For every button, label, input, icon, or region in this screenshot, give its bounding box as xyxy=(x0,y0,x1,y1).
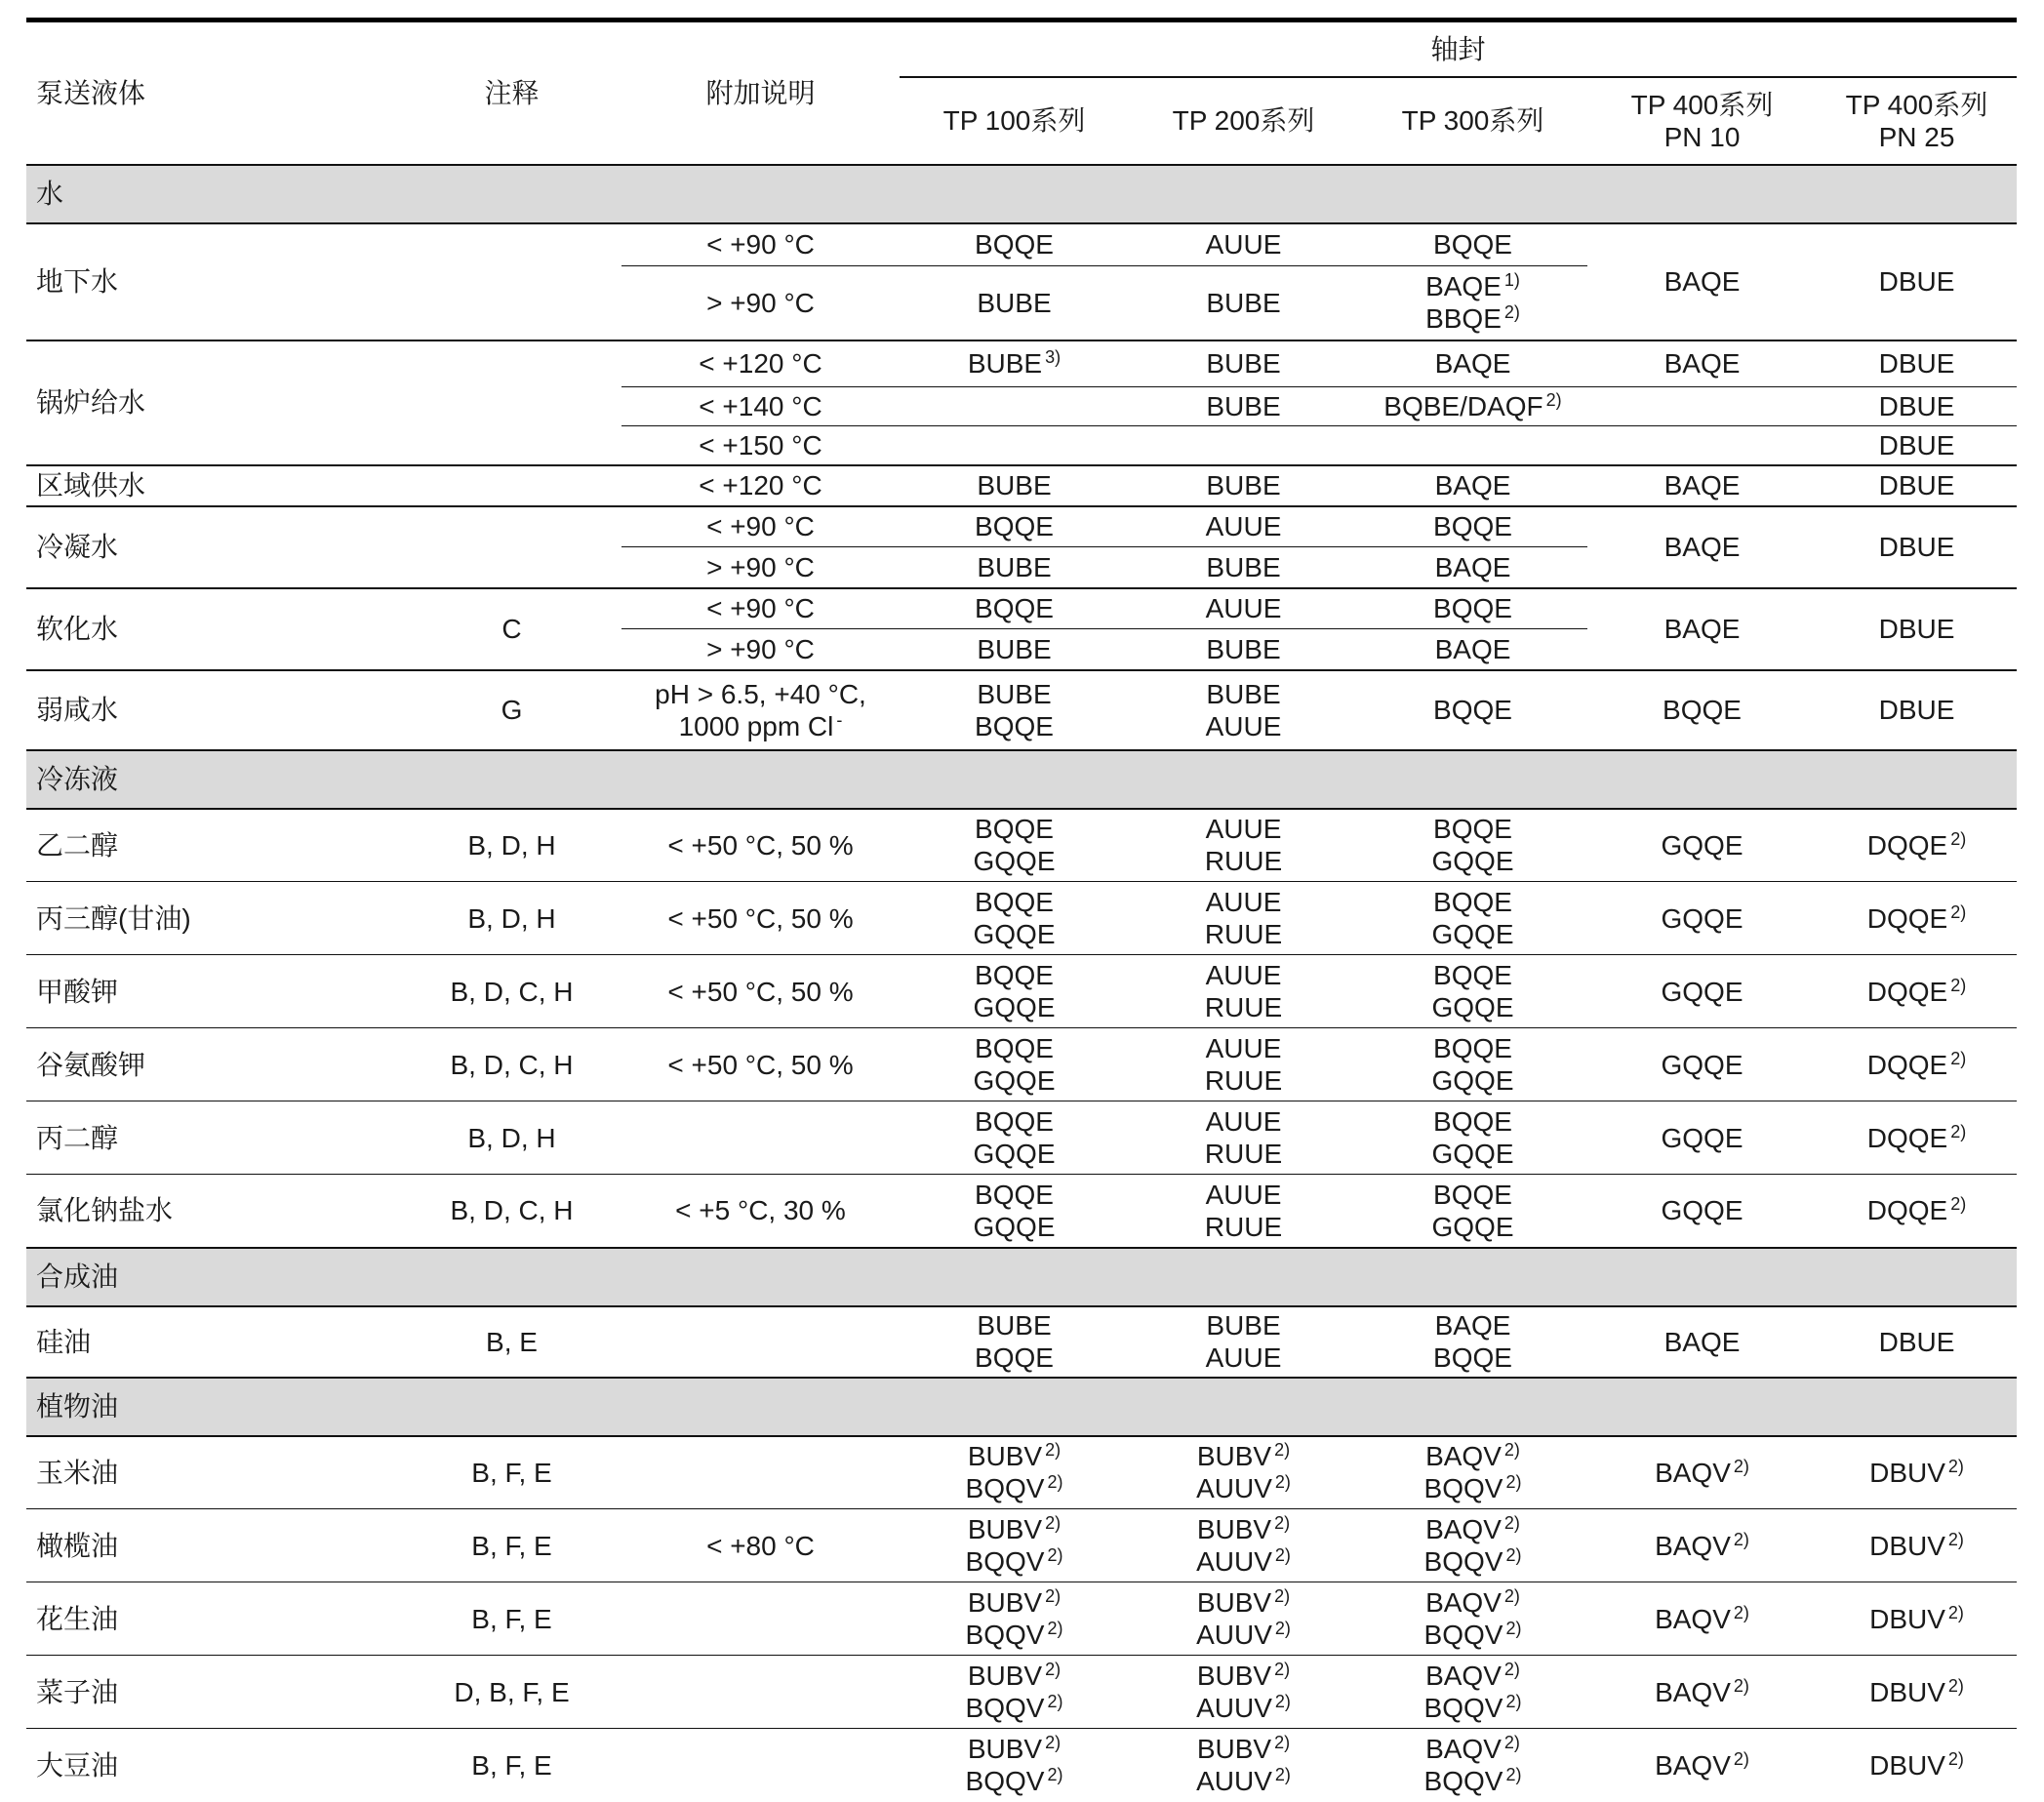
note: B, D, H xyxy=(402,882,621,955)
seal-code: GQQE xyxy=(1587,1028,1817,1101)
seal-code: BUBE xyxy=(1129,547,1358,588)
seal-code: BQQE GQQE xyxy=(900,955,1129,1028)
seal-code: BAQV $^{2)}$ BQQV $^{2)}$ xyxy=(1358,1509,1587,1582)
seal-code: BQQE GQQE xyxy=(1358,1101,1587,1175)
seal-code: BQQE GQQE xyxy=(1358,1028,1587,1101)
seal-code: AUUE RUUE xyxy=(1129,1175,1358,1248)
seal-code: BQQE GQQE xyxy=(1358,1175,1587,1248)
seal-code: BUBE xyxy=(1129,629,1358,670)
seal-code: BAQE xyxy=(1587,465,1817,506)
condition: < +90 °C xyxy=(621,223,900,266)
seal-code: BUBE $^{3)}$ xyxy=(900,340,1129,387)
condition xyxy=(621,1656,900,1729)
seal-code: DBUV $^{2)}$ xyxy=(1817,1436,2017,1509)
seal-code: DBUE xyxy=(1817,465,2017,506)
liquid-name: 玉米油 xyxy=(26,1436,402,1509)
seal-code: DBUE xyxy=(1817,506,2017,588)
seal-code: AUUE RUUE xyxy=(1129,1028,1358,1101)
condition: > +90 °C xyxy=(621,629,900,670)
seal-code: BUBV $^{2)}$ AUUV $^{2)}$ xyxy=(1129,1582,1358,1656)
seal-code: BUBE xyxy=(900,266,1129,340)
seal-code: BQQE xyxy=(1358,223,1587,266)
seal-code: BAQE xyxy=(1358,547,1587,588)
seal-code: BAQV $^{2)}$ xyxy=(1587,1436,1817,1509)
header-liquid: 泵送液体 xyxy=(26,20,402,165)
condition xyxy=(621,1436,900,1509)
condition: < +120 °C xyxy=(621,340,900,387)
seal-code: GQQE xyxy=(1587,809,1817,882)
seal-code: BQQE xyxy=(900,223,1129,266)
seal-code: BAQV $^{2)}$ BQQV $^{2)}$ xyxy=(1358,1656,1587,1729)
note: B, D, C, H xyxy=(402,1175,621,1248)
seal-code: BUBE xyxy=(1129,387,1358,426)
condition: > +90 °C xyxy=(621,547,900,588)
table-row xyxy=(26,809,2017,882)
seal-code: BAQE xyxy=(1587,506,1817,588)
condition: < +90 °C xyxy=(621,506,900,547)
table-row xyxy=(26,1436,2017,1509)
seal-code: BAQE xyxy=(1358,465,1587,506)
note: B, F, E xyxy=(402,1509,621,1582)
seal-code: DQQE $^{2)}$ xyxy=(1817,1175,2017,1248)
liquid-name: 丙三醇(甘油) xyxy=(26,882,402,955)
seal-code: BUBV $^{2)}$ BQQV $^{2)}$ xyxy=(965,1733,1063,1797)
seal-code: BUBE AUUE xyxy=(1205,678,1282,741)
header-shaft-seal: 轴封 xyxy=(900,20,2017,77)
seal-code: GQQE xyxy=(1587,955,1817,1028)
condition: pH > 6.5, +40 °C, 1000 ppm Cl - xyxy=(655,678,866,741)
seal-code: BUBE xyxy=(1129,340,1358,387)
seal-code: BUBV $^{2)}$ AUUV $^{2)}$ xyxy=(1129,1509,1358,1582)
condition: < +5 °C, 30 % xyxy=(621,1175,900,1248)
condition: < +140 °C xyxy=(621,387,900,426)
seal-code: BUBE AUUE xyxy=(1129,1306,1358,1378)
note: B, F, E xyxy=(402,1436,621,1509)
condition: < +120 °C xyxy=(621,465,900,506)
table-row xyxy=(26,223,2017,266)
table-row xyxy=(26,1509,2017,1582)
seal-code: BQQE xyxy=(1358,588,1587,629)
seal-code: DBUV $^{2)}$ xyxy=(1817,1582,2017,1656)
seal-code: DBUE xyxy=(1817,223,2017,340)
seal-code: DQQE $^{2)}$ xyxy=(1817,955,2017,1028)
liquid-name: 锅炉给水 xyxy=(26,340,402,465)
liquid-name: 地下水 xyxy=(26,223,402,340)
liquid-name: 谷氨酸钾 xyxy=(26,1028,402,1101)
seal-code: BAQV $^{2)}$ BQQV $^{2)}$ xyxy=(1358,1436,1587,1509)
seal-code: BUBE xyxy=(1129,266,1358,340)
seal-code: DQQE $^{2)}$ xyxy=(1817,1101,2017,1175)
table-row xyxy=(26,882,2017,955)
seal-code: BQQE xyxy=(1433,695,1512,725)
condition xyxy=(621,1101,900,1175)
table-row xyxy=(26,1175,2017,1248)
condition: > +90 °C xyxy=(621,266,900,340)
header-note: 注释 xyxy=(402,20,621,165)
seal-code: BQQE xyxy=(900,588,1129,629)
seal-code: BUBV $^{2)}$ AUUV $^{2)}$ xyxy=(1129,1656,1358,1729)
seal-code: BUBV $^{2)}$ BQQV $^{2)}$ xyxy=(900,1509,1129,1582)
table-row xyxy=(26,588,2017,629)
seal-code: BQQE GQQE xyxy=(1358,882,1587,955)
note: C xyxy=(402,588,621,670)
condition: < +50 °C, 50 % xyxy=(621,882,900,955)
liquid-name: 甲酸钾 xyxy=(26,955,402,1028)
table-row xyxy=(26,1582,2017,1656)
seal-code: BUBV $^{2)}$ BQQV $^{2)}$ xyxy=(900,1436,1129,1509)
seal-code: BAQE xyxy=(1358,340,1587,387)
seal-code: BQQE GQQE xyxy=(1358,955,1587,1028)
seal-code: BQQE GQQE xyxy=(900,882,1129,955)
section-water: 水 xyxy=(26,165,2017,223)
seal-code: DBUE xyxy=(1817,387,2017,426)
note: B, D, H xyxy=(402,1101,621,1175)
header-extra: 附加说明 xyxy=(621,20,900,165)
condition xyxy=(621,1306,900,1378)
liquid-name: 氯化钠盐水 xyxy=(26,1175,402,1248)
seal-code: BAQE xyxy=(1587,223,1817,340)
seal-code: AUUE RUUE xyxy=(1129,882,1358,955)
section-synthetic-oil: 合成油 xyxy=(26,1248,2017,1306)
table-row xyxy=(26,1101,2017,1175)
seal-code: DQQE $^{2)}$ xyxy=(1817,882,2017,955)
seal-code: DBUE xyxy=(1817,426,2017,465)
seal-code: BAQV $^{2)}$ BQQV $^{2)}$ xyxy=(1358,1582,1587,1656)
seal-code: DBUE xyxy=(1817,1306,2017,1378)
liquid-name: 软化水 xyxy=(26,588,402,670)
liquid-name: 菜子油 xyxy=(26,1656,402,1729)
liquid-name: 大豆油 xyxy=(36,1749,119,1781)
table-row xyxy=(26,1306,2017,1378)
condition: < +90 °C xyxy=(621,588,900,629)
condition: < +50 °C, 50 % xyxy=(621,809,900,882)
seal-code: BAQE BQQE xyxy=(1358,1306,1587,1378)
header-tp100: TP 100系列 xyxy=(900,77,1129,165)
liquid-name: 丙二醇 xyxy=(26,1101,402,1175)
header-tp400-pn25: TP 400系列 PN 25 xyxy=(1817,77,2017,165)
seal-code: AUUE RUUE xyxy=(1129,809,1358,882)
seal-code: BQBE/DAQF $^{2)}$ xyxy=(1358,387,1587,426)
section-coolant: 冷冻液 xyxy=(26,750,2017,809)
table-row xyxy=(26,1656,2017,1729)
table-row xyxy=(26,670,2017,750)
seal-code: DBUV $^{2)}$ xyxy=(1817,1509,2017,1582)
liquid-name: 乙二醇 xyxy=(26,809,402,882)
seal-code: BUBV $^{2)}$ AUUV $^{2)}$ xyxy=(1196,1733,1291,1797)
seal-code: BAQV $^{2)}$ xyxy=(1587,1509,1817,1582)
header-tp400-pn10: TP 400系列 PN 10 xyxy=(1587,77,1817,165)
header-tp300: TP 300系列 xyxy=(1358,77,1587,165)
seal-code: BAQE xyxy=(1587,588,1817,670)
liquid-name: 橄榄油 xyxy=(26,1509,402,1582)
note: B, F, E xyxy=(471,1749,552,1781)
seal-code: BAQV $^{2)}$ xyxy=(1587,1656,1817,1729)
seal-code: BQQE xyxy=(900,506,1129,547)
seal-code: BUBE xyxy=(900,465,1129,506)
seal-code: BAQV $^{2)}$ xyxy=(1587,1582,1817,1656)
note: B, D, C, H xyxy=(402,955,621,1028)
condition: < +50 °C, 50 % xyxy=(621,1028,900,1101)
seal-code: BAQE $^{1)}$ BBQE $^{2)}$ xyxy=(1358,266,1587,340)
seal-code: DBUE xyxy=(1878,695,1955,725)
liquid-name: 冷凝水 xyxy=(26,506,402,588)
seal-code: AUUE RUUE xyxy=(1129,1101,1358,1175)
seal-code: BAQE xyxy=(1587,340,1817,387)
seal-code: BQQE GQQE xyxy=(900,1028,1129,1101)
condition xyxy=(621,1582,900,1656)
seal-code: BUBV $^{2)}$ BQQV $^{2)}$ xyxy=(900,1656,1129,1729)
seal-code: BQQE GQQE xyxy=(900,1175,1129,1248)
seal-code: BQQE GQQE xyxy=(1358,809,1587,882)
seal-code: BQQE xyxy=(1663,695,1742,725)
seal-code: GQQE xyxy=(1587,1101,1817,1175)
table-row xyxy=(26,1028,2017,1101)
note: G xyxy=(501,695,523,725)
condition: < +150 °C xyxy=(621,426,900,465)
seal-code: DBUE xyxy=(1817,588,2017,670)
seal-code: BAQV $^{2)}$ xyxy=(1655,1748,1749,1781)
note: B, D, H xyxy=(402,809,621,882)
seal-code: AUUE xyxy=(1129,506,1358,547)
seal-code: DBUE xyxy=(1817,340,2017,387)
seal-code: BAQE xyxy=(1587,1306,1817,1378)
liquid-name: 花生油 xyxy=(26,1582,402,1656)
seal-code: DQQE $^{2)}$ xyxy=(1817,1028,2017,1101)
seal-code: BAQE xyxy=(1358,629,1587,670)
header-tp200: TP 200系列 xyxy=(1129,77,1358,165)
table-row xyxy=(26,1729,2017,1802)
seal-code: DBUV $^{2)}$ xyxy=(1817,1656,2017,1729)
table-row xyxy=(26,465,2017,506)
seal-code: BUBE xyxy=(900,547,1129,588)
seal-code: BUBE BQQE xyxy=(900,1306,1129,1378)
table-row xyxy=(26,340,2017,387)
seal-code: BUBE xyxy=(900,629,1129,670)
seal-code: DBUV $^{2)}$ xyxy=(1869,1748,1964,1781)
seal-code: BAQV $^{2)}$ BQQV $^{2)}$ xyxy=(1423,1733,1522,1797)
seal-code: GQQE xyxy=(1587,882,1817,955)
seal-code: AUUE RUUE xyxy=(1129,955,1358,1028)
section-vegetable-oil: 植物油 xyxy=(26,1378,2017,1436)
seal-code: BUBE BQQE xyxy=(975,678,1054,741)
table-row xyxy=(26,955,2017,1028)
note: B, D, C, H xyxy=(402,1028,621,1101)
liquid-name: 弱咸水 xyxy=(36,695,119,725)
note: D, B, F, E xyxy=(402,1656,621,1729)
seal-code: AUUE xyxy=(1129,223,1358,266)
liquid-name: 硅油 xyxy=(26,1306,402,1378)
seal-code: BQQE GQQE xyxy=(900,809,1129,882)
liquid-name: 区域供水 xyxy=(26,465,402,506)
seal-code: BUBE xyxy=(1129,465,1358,506)
seal-code: BUBV $^{2)}$ AUUV $^{2)}$ xyxy=(1129,1436,1358,1509)
seal-selection-table xyxy=(26,18,2017,1802)
condition xyxy=(621,1729,900,1802)
condition: < +80 °C xyxy=(621,1509,900,1582)
seal-code: AUUE xyxy=(1129,588,1358,629)
condition: < +50 °C, 50 % xyxy=(621,955,900,1028)
seal-code: BQQE GQQE xyxy=(900,1101,1129,1175)
table-row xyxy=(26,506,2017,547)
note: B, F, E xyxy=(402,1582,621,1656)
seal-code: GQQE xyxy=(1587,1175,1817,1248)
seal-code: BQQE xyxy=(1358,506,1587,547)
seal-code: DQQE $^{2)}$ xyxy=(1817,809,2017,882)
seal-code: BUBV $^{2)}$ BQQV $^{2)}$ xyxy=(900,1582,1129,1656)
note: B, E xyxy=(402,1306,621,1378)
